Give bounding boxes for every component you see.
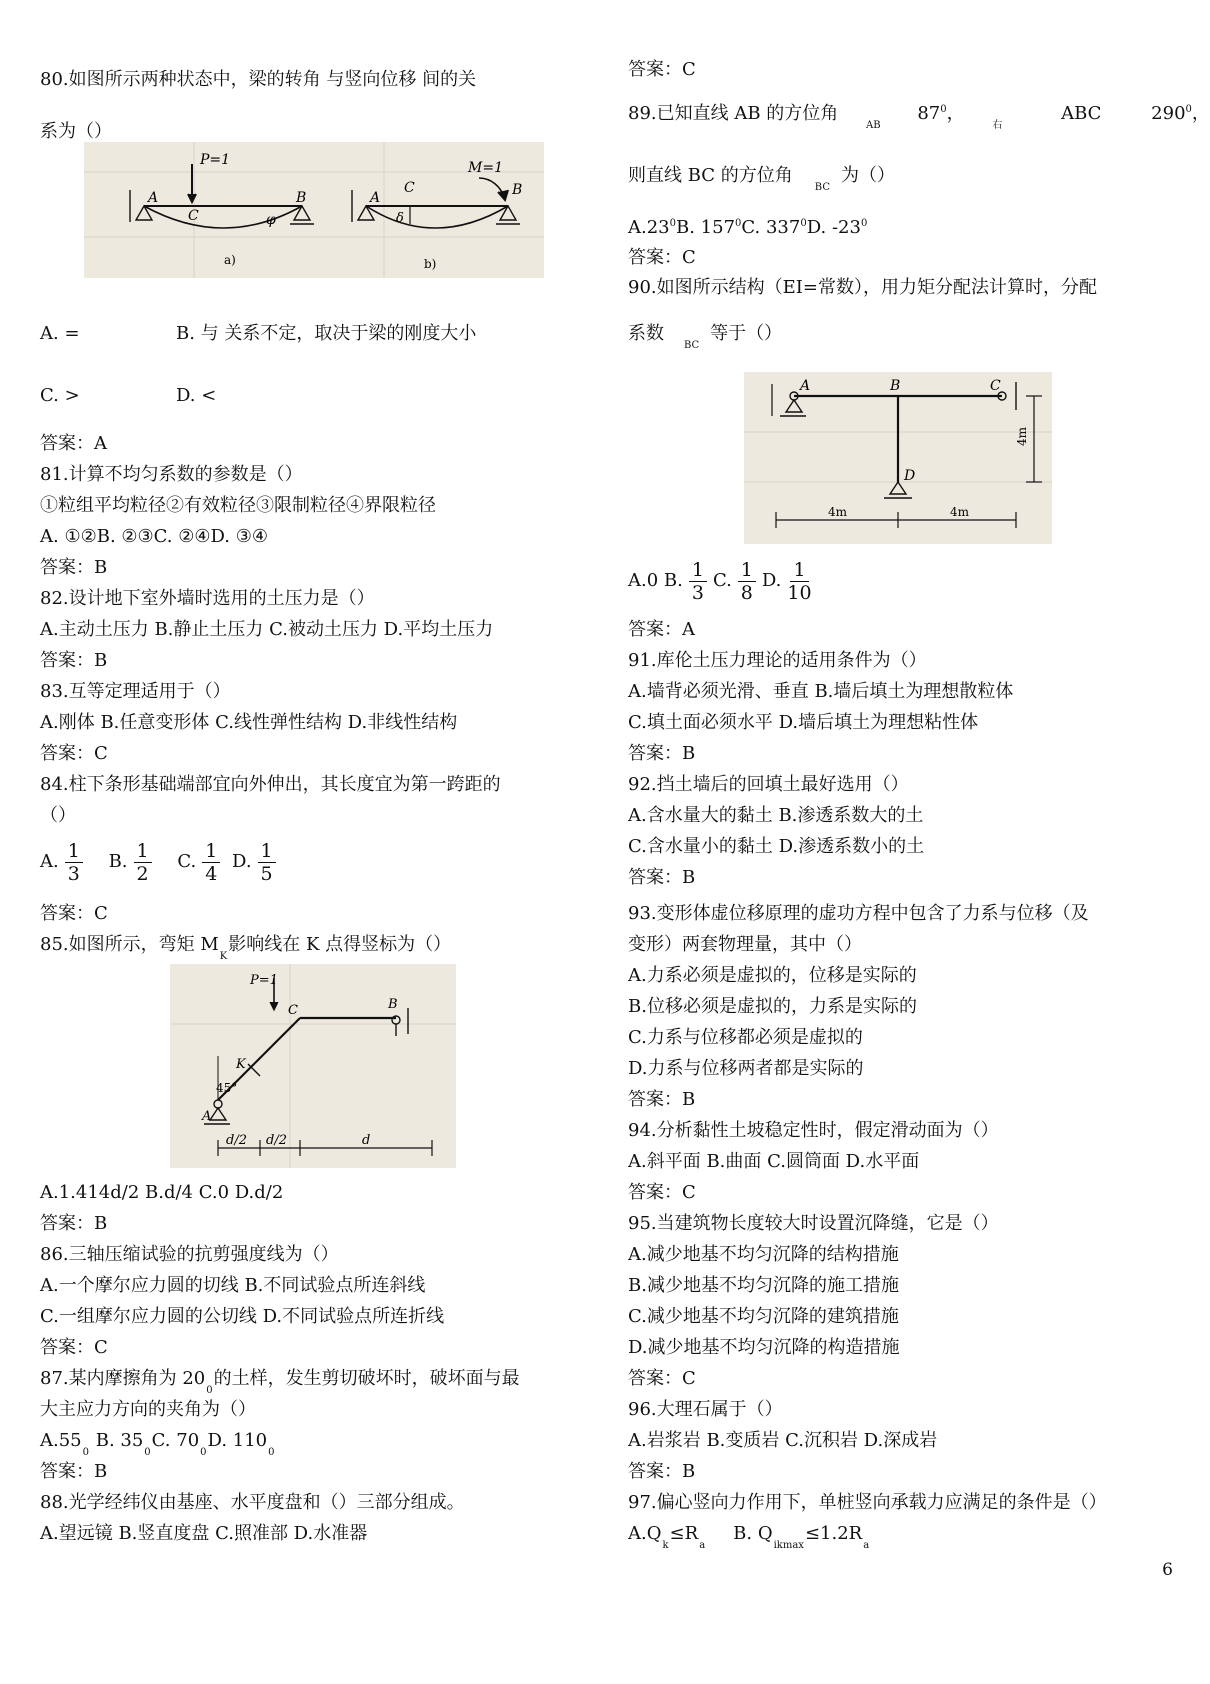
q89-stem-line2: 则直线 BC 的方位角$_{BC}$为（） <box>628 165 895 193</box>
q94-options: A.斜平面 B.曲面 C.圆筒面 D.水平面 <box>628 1151 920 1172</box>
q95-answer: 答案：C <box>628 1368 696 1389</box>
q86-options-1: A.一个摩尔应力圆的切线 B.不同试验点所连斜线 <box>40 1275 426 1296</box>
q85-stem: 85.如图所示，弯矩 $M_K$影响线在 K 点得竖标为（） <box>40 934 452 962</box>
q93-stem-line2: 变形）两套物理量，其中（） <box>628 934 862 955</box>
q81-options: A. ①②B. ②③C. ②④D. ③④ <box>40 526 269 547</box>
q90-stem-line2: 系数$_{BC}$等于（） <box>628 323 783 351</box>
q88-stem: 88.光学经纬仪由基座、水平度盘和（）三部分组成。 <box>40 1492 465 1513</box>
q90-stem-line1: 90.如图所示结构（EI=常数），用力矩分配法计算时，分配 <box>628 277 1097 298</box>
q80-fig-p-label: P=1 <box>200 152 231 168</box>
q90-fig-dim-height: 4m <box>1015 426 1029 446</box>
q84-fraction-b: $\frac{1}{2}$ <box>134 840 152 885</box>
q84-stem-line1: 84.柱下条形基础端部宜向外伸出，其长度宜为第一跨距的 <box>40 774 501 795</box>
q91-stem: 91.库伦土压力理论的适用条件为（） <box>628 650 927 671</box>
q90-fig-d-label: D <box>904 468 916 484</box>
q81-answer: 答案：B <box>40 557 108 578</box>
q90-fig-b-label: B <box>890 378 901 394</box>
q86-stem: 86.三轴压缩试验的抗剪强度线为（） <box>40 1244 339 1265</box>
q80-stem-line1: 80.如图所示两种状态中，梁的转角 与竖向位移 间的关 <box>40 69 477 90</box>
q80-answer: 答案：A <box>40 433 107 454</box>
q85-frame-figure <box>170 964 456 1168</box>
q87-stem-line2: 大主应力方向的夹角为（） <box>40 1399 256 1420</box>
q82-stem: 82.设计地下室外墙时选用的土压力是（） <box>40 588 375 609</box>
q90-answer: 答案：A <box>628 619 695 640</box>
q84-fraction-a: $\frac{1}{3}$ <box>65 840 83 885</box>
q90-fig-dim-left: 4m <box>828 505 848 519</box>
q95-option-b: B.减少地基不均匀沉降的施工措施 <box>628 1275 899 1296</box>
q80-option-a: A. = <box>40 323 80 344</box>
q90-fraction-c: $\frac{1}{8}$ <box>738 559 756 604</box>
q82-options: A.主动土压力 B.静止土压力 C.被动土压力 D.平均土压力 <box>40 619 494 640</box>
q95-option-a: A.减少地基不均匀沉降的结构措施 <box>628 1244 899 1265</box>
q80-beam-figure <box>84 142 544 278</box>
q93-option-b: B.位移必须是虚拟的，力系是实际的 <box>628 996 917 1017</box>
q95-option-c: C.减少地基不均匀沉降的建筑措施 <box>628 1306 899 1327</box>
q84-answer: 答案：C <box>40 903 108 924</box>
q84-fraction-c: $\frac{1}{4}$ <box>202 840 220 885</box>
q91-answer: 答案：B <box>628 743 696 764</box>
q85-fig-k-label: K <box>236 1057 246 1072</box>
q92-options-1: A.含水量大的黏土 B.渗透系数大的土 <box>628 805 924 826</box>
q89-answer: 答案：C <box>628 247 696 268</box>
q96-answer: 答案：B <box>628 1461 696 1482</box>
q85-fig-b-label: B <box>388 997 398 1012</box>
q89-options: $A.23^0B$. $157^0C$. $337^0D$. $-23^0$ <box>628 217 868 238</box>
q95-stem: 95.当建筑物长度较大时设置沉降缝，它是（） <box>628 1213 999 1234</box>
q86-options-2: C.一组摩尔应力圆的公切线 D.不同试验点所连折线 <box>40 1306 445 1327</box>
q96-stem: 96.大理石属于（） <box>628 1399 783 1420</box>
q97-stem: 97.偏心竖向力作用下，单桩竖向承载力应满足的条件是（） <box>628 1492 1107 1513</box>
q92-options-2: C.含水量小的黏土 D.渗透系数小的土 <box>628 836 925 857</box>
q80-stem-line2: 系为（） <box>40 121 112 142</box>
q80-fig-m-label: M=1 <box>468 160 503 176</box>
q95-option-d: D.减少地基不均匀沉降的构造措施 <box>628 1337 900 1358</box>
q87-options: $A.55_0$ B. $35_0C$. $70_0D$. $110_0$ <box>40 1430 275 1458</box>
q90-fraction-b: $\frac{1}{3}$ <box>689 559 707 604</box>
q91-options-2: C.填土面必须水平 D.墙后填土为理想粘性体 <box>628 712 979 733</box>
q80-fig-a-caption: a) <box>224 253 236 267</box>
q92-stem: 92.挡土墙后的回填土最好选用（） <box>628 774 909 795</box>
q88-answer: 答案：C <box>628 59 696 80</box>
q97-options: $A.Q_k\le R_aB$. $Q_{ikmax}\le 1.2R_a$ <box>628 1523 870 1551</box>
q80-fig-phi-label: φ <box>266 212 276 228</box>
q87-answer: 答案：B <box>40 1461 108 1482</box>
q85-answer: 答案：B <box>40 1213 108 1234</box>
q82-answer: 答案：B <box>40 650 108 671</box>
q85-fig-c-label: C <box>288 1003 298 1018</box>
q80-fig-c2-label: C <box>404 180 415 196</box>
q86-answer: 答案：C <box>40 1337 108 1358</box>
q80-fig-b-label: B <box>296 190 307 206</box>
q83-options: A.刚体 B.任意变形体 C.线性弹性结构 D.非线性结构 <box>40 712 458 733</box>
q83-answer: 答案：C <box>40 743 108 764</box>
q80-fig-a-label: A <box>148 190 159 206</box>
q85-fig-dim3: d <box>362 1133 371 1148</box>
q85-fig-p-label: P=1 <box>250 973 278 988</box>
q89-stem-line1: 89.已知直线 AB 的方位角 $_{AB}$ $87^0$， $_右$ ABC $290^0$， <box>628 103 1210 131</box>
q81-items: ①粒组平均粒径②有效粒径③限制粒径④界限粒径 <box>40 495 436 516</box>
q90-options: A.0 B. $\frac{1}{3}$ C. $\frac{1}{8}$ D. $\frac{1}{10}$ <box>628 558 812 604</box>
q85-fig-a-label: A <box>202 1109 212 1124</box>
q84-options: A. $\frac{1}{3}$ B. $\frac{1}{2}$ C. $\frac{1}{4}$ D. $\frac{1}{5}$ <box>40 834 282 890</box>
q81-stem: 81.计算不均匀系数的参数是（） <box>40 464 303 485</box>
q80-fig-b2-label: B <box>512 182 523 198</box>
q80-option-b: B. 与 关系不定，取决于梁的刚度大小 <box>176 323 477 344</box>
q93-option-d: D.力系与位移两者都是实际的 <box>628 1058 864 1079</box>
q94-answer: 答案：C <box>628 1182 696 1203</box>
q84-fraction-d: $\frac{1}{5}$ <box>258 840 276 885</box>
q93-option-a: A.力系必须是虚拟的，位移是实际的 <box>628 965 917 986</box>
q90-fig-dim-right: 4m <box>950 505 970 519</box>
q94-stem: 94.分析黏性土坡稳定性时，假定滑动面为（） <box>628 1120 999 1141</box>
q80-fig-a2-label: A <box>370 190 381 206</box>
q85-options: A.1.414d/2 B.d/4 C.0 D.d/2 <box>40 1182 284 1203</box>
q83-stem: 83.互等定理适用于（） <box>40 681 231 702</box>
q91-options-1: A.墙背必须光滑、垂直 B.墙后填土为理想散粒体 <box>628 681 1014 702</box>
q96-options: A.岩浆岩 B.变质岩 C.沉积岩 D.深成岩 <box>628 1430 938 1451</box>
q90-fig-c-label: C <box>990 378 1001 394</box>
q85-fig-dim1: d/2 <box>226 1133 247 1148</box>
q80-option-c: C. > <box>40 385 80 406</box>
q80-fig-b-caption: b) <box>424 257 437 271</box>
q87-stem-line1: 87.某内摩擦角为 $20_0$的土样，发生剪切破坏时，破坏面与最 <box>40 1368 520 1396</box>
q93-option-c: C.力系与位移都必须是虚拟的 <box>628 1027 863 1048</box>
q84-stem-line2: （） <box>40 805 76 826</box>
page-number: 6 <box>1162 1560 1173 1580</box>
q85-fig-dim2: d/2 <box>266 1133 287 1148</box>
q90-frame-figure <box>744 372 1052 544</box>
q85-fig-angle-label: 45° <box>216 1081 238 1095</box>
q90-fig-a-label: A <box>800 378 811 394</box>
q93-stem-line1: 93.变形体虚位移原理的虚功方程中包含了力系与位移（及 <box>628 903 1089 924</box>
q80-fig-delta-label: δ <box>396 211 404 226</box>
q80-fig-c-label: C <box>188 208 199 224</box>
q90-fraction-d: $\frac{1}{10}$ <box>787 558 812 604</box>
q93-answer: 答案：B <box>628 1089 696 1110</box>
q88-options: A.望远镜 B.竖直度盘 C.照准部 D.水准器 <box>40 1523 368 1544</box>
q80-option-d: D. < <box>176 385 217 406</box>
q92-answer: 答案：B <box>628 867 696 888</box>
